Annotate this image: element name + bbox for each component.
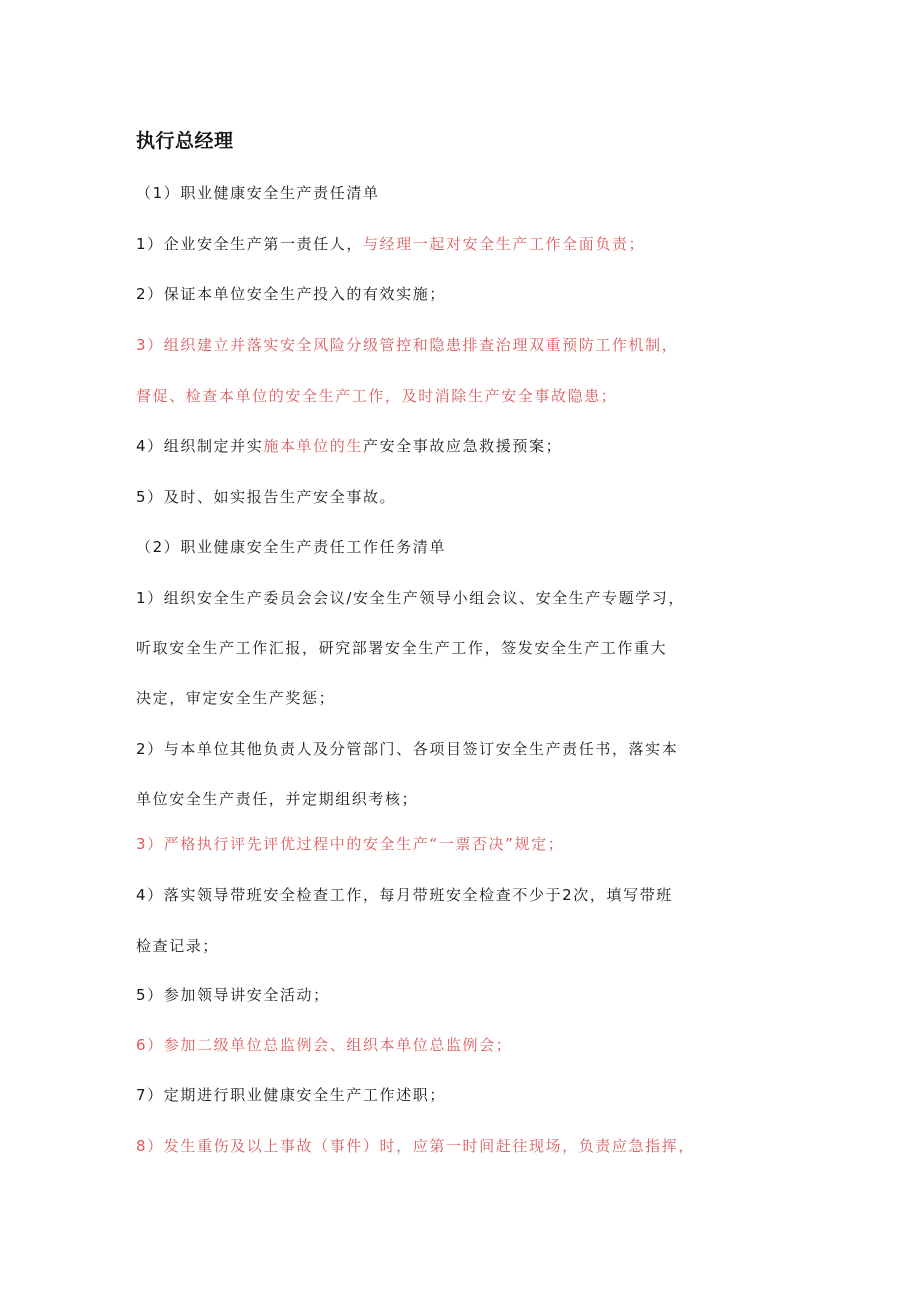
paragraph-line xyxy=(136,183,380,203)
paragraph-line xyxy=(136,1035,512,1055)
paragraph-line xyxy=(136,588,685,608)
line-text: （2）职业健康安全生产责任工作任务清单 xyxy=(136,538,446,556)
highlighted-text: 8）发生重伤及以上事故（事件）时，应第一时间赶往现场，负责应急指挥， xyxy=(136,1137,695,1155)
line-text: 2）保证本单位安全生产投入的有效实施； xyxy=(136,285,446,303)
paragraph-line xyxy=(136,487,396,507)
highlighted-text: 施本单位的生 xyxy=(263,437,363,455)
paragraph-line xyxy=(136,234,645,254)
paragraph-line xyxy=(136,688,335,708)
line-text: 4）组织制定并实 xyxy=(136,437,264,455)
highlighted-text: 与经理一起对安全生产工作全面负责； xyxy=(362,235,646,253)
highlighted-text: 3）组织建立并落实安全风险分级管控和隐患排查治理双重预防工作机制， xyxy=(136,336,679,354)
document-title: 执行总经理 xyxy=(136,130,234,152)
line-text: 检查记录； xyxy=(136,937,220,955)
paragraph-line xyxy=(136,335,678,355)
line-text: 7）定期进行职业健康安全生产工作述职； xyxy=(136,1086,446,1104)
line-text: 1）组织安全生产委员会会议/安全生产领导小组会议、安全生产专题学习， xyxy=(136,589,686,607)
paragraph-line xyxy=(136,789,418,809)
highlighted-text: 6）参加二级单位总监例会、组织本单位总监例会； xyxy=(136,1036,513,1054)
line-text: （1）职业健康安全生产责任清单 xyxy=(136,184,380,202)
highlighted-text: 督促、检查本单位的安全生产工作，及时消除生产安全事故隐患； xyxy=(136,387,618,405)
paragraph-line xyxy=(136,284,446,304)
paragraph-line xyxy=(136,537,446,557)
highlighted-text: 3）严格执行评先评优过程中的安全生产“一票否决”规定； xyxy=(136,835,565,853)
paragraph-line xyxy=(136,936,219,956)
paragraph-line xyxy=(136,834,564,854)
paragraph-line xyxy=(136,436,562,456)
line-text: 5）参加领导讲安全活动； xyxy=(136,986,330,1004)
line-text: 决定，审定安全生产奖惩； xyxy=(136,689,336,707)
paragraph-line xyxy=(136,1085,446,1105)
line-text: 听取安全生产工作汇报，研究部署安全生产工作，签发安全生产工作重大 xyxy=(136,639,668,657)
line-text: 4）落实领导带班安全检查工作，每月带班安全检查不少于2次，填写带班 xyxy=(136,886,673,904)
line-text: 产安全事故应急救援预案； xyxy=(362,437,563,455)
paragraph-line xyxy=(136,739,678,759)
paragraph-line xyxy=(136,1136,695,1156)
line-text: 单位安全生产责任，并定期组织考核； xyxy=(136,790,419,808)
line-text: 5）及时、如实报告生产安全事故。 xyxy=(136,488,397,506)
paragraph-line xyxy=(136,386,617,406)
line-text: 1）企业安全生产第一责任人， xyxy=(136,235,363,253)
line-text: 2）与本单位其他负责人及分管部门、各项目签订安全生产责任书，落实本 xyxy=(136,740,679,758)
paragraph-line xyxy=(136,985,330,1005)
paragraph-line xyxy=(136,885,673,905)
paragraph-line xyxy=(136,638,667,658)
